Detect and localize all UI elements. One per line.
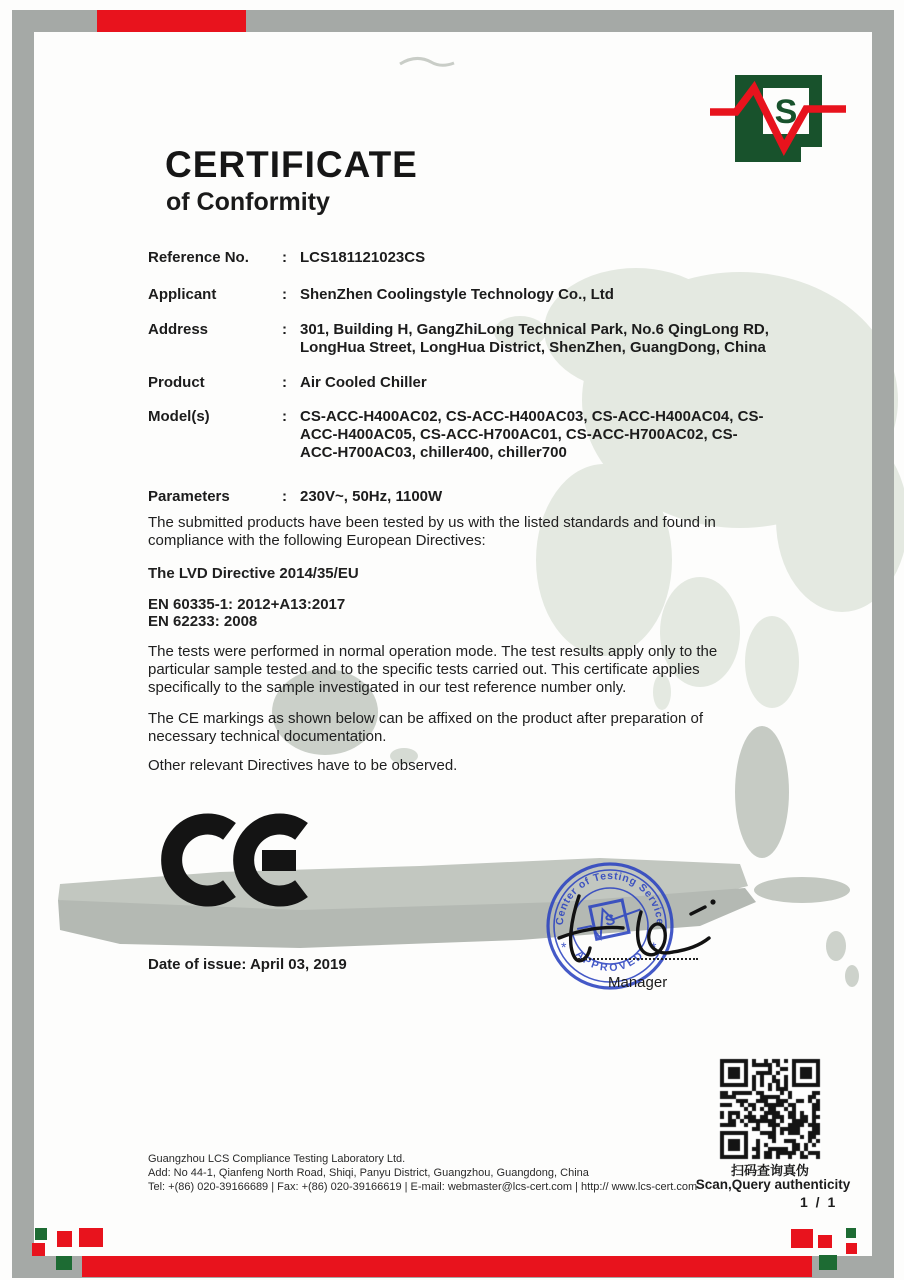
stamp-approved-text: APPROVED [572,948,648,975]
logo-letter: S [774,93,798,131]
field-colon: : [282,408,287,425]
other-directives-line: Other relevant Directives have to be observed. [148,757,458,774]
page-border-frame [12,10,894,1278]
corner-square [32,1243,45,1256]
corner-square [56,1256,72,1270]
corner-square [57,1231,72,1247]
field-value: CS-ACC-H400AC02, CS-ACC-H400AC03, CS-ACC-H400AC04, CS-ACC-H400AC05, CS-ACC-H700AC01, CS-ACC-H700AC02, CS-ACC-H700AC03, chiller400, chiller700 [300,408,764,461]
field-label: Model(s) [148,408,210,425]
field-colon: : [282,249,287,266]
footer-address: Add: No 44-1, Qianfeng North Road, Shiqi, Panyu District, Guangzhou, Guangdong, China [148,1167,589,1179]
page-subtitle: of Conformity [166,188,330,216]
page-number: 1 / 1 [800,1194,838,1210]
tests-paragraph: The tests were performed in normal operation mode. The test results apply only to the particular sample tested and to the specific tests carried out. This certificate applies specifically to the sample investigated in our test reference number only. [148,643,718,696]
stamp-star-left: * [561,939,567,955]
page-title: CERTIFICATE [165,144,418,185]
field-value: ShenZhen Coolingstyle Technology Co., Ltd [300,286,614,303]
directive-line: The LVD Directive 2014/35/EU [148,565,359,582]
field-value: 230V~, 50Hz, 1100W [300,488,443,505]
intro-paragraph: The submitted products have been tested by us with the listed standards and found in compliance with the following European Directives: [148,514,716,549]
field-label: Applicant [148,286,217,303]
corner-square [35,1228,47,1240]
field-value: LCS181121023CS [300,249,426,266]
corner-square [846,1243,857,1254]
field-value: Air Cooled Chiller [300,374,427,391]
signer-title: Manager [608,974,668,991]
field-colon: : [282,374,287,391]
stamp-ring-text: Center of Testing Service [553,870,667,926]
qr-caption-english: Scan,Query authenticity [695,1177,851,1192]
qr-caption-chinese: 扫码查询真伪 [730,1163,809,1178]
date-of-issue: Date of issue: April 03, 2019 [148,956,347,973]
stamp-logo-letter: S [603,911,617,930]
corner-square [791,1229,813,1248]
field-label: Reference No. [148,249,249,266]
corner-square [79,1228,103,1247]
field-colon: : [282,321,287,338]
footer-contacts: Tel: +(86) 020-39166689 | Fax: +(86) 020-39166619 | E-mail: webmaster@lcs-cert.com | http:// www.lcs-cert.com [148,1181,698,1193]
bottom-accent-bar [82,1256,812,1277]
field-value: 301, Building H, GangZhiLong Technical Park, No.6 QingLong RD, LongHua Street, LongHua District, ShenZhen, GuangDong, China [300,321,769,356]
ce-markings-paragraph: The CE markings as shown below can be affixed on the product after preparation of necessary technical documentation. [148,710,704,745]
field-label: Parameters [148,488,230,505]
field-label: Address [148,321,209,338]
stamp-star-right: * [651,939,657,955]
corner-square [819,1255,837,1270]
footer-company: Guangzhou LCS Compliance Testing Laboratory Ltd. [148,1153,406,1165]
field-label: Product [148,374,205,391]
corner-square [818,1235,832,1248]
top-accent-bar [97,10,246,32]
field-colon: : [282,488,287,505]
standard-line-2: EN 62233: 2008 [148,613,258,630]
corner-square [846,1228,856,1238]
field-colon: : [282,286,287,303]
standard-line-1: EN 60335-1: 2012+A13:2017 [148,596,346,613]
